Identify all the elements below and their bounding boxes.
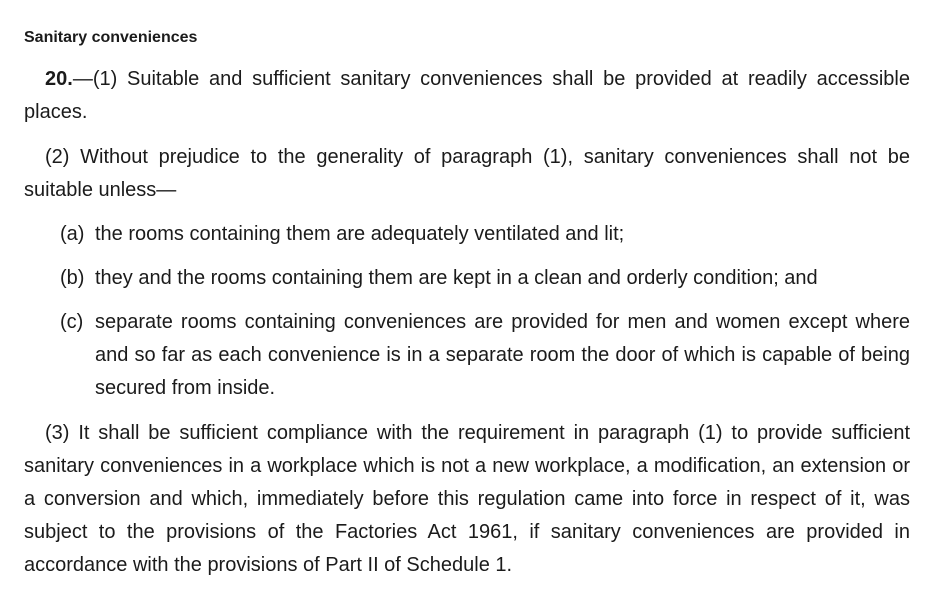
paragraph-2 — [24, 141, 910, 207]
list-item-text: they and the rooms containing them are kept in a clean and orderly condition; and — [95, 267, 818, 289]
list-item-label: (c) — [60, 311, 84, 333]
paragraph-2-text: (2) Without prejudice to the generality of paragraph (1), sanitary conveniences shall not be suitable unless— — [24, 146, 910, 201]
paragraph-1 — [24, 63, 910, 129]
list-item-b — [60, 262, 910, 295]
list-item-a — [60, 218, 910, 251]
regulation-number: 20. — [45, 68, 73, 90]
list-item-label: (b) — [60, 267, 85, 289]
paragraph-3-text: (3) It shall be sufficient compliance with the requirement in paragraph (1) to provide sufficient sanitary conveniences in a workplace which is not a new workplace, a modification, an extension or a conversion and which, immediately before this regulation came into force in respect of it, was subject to the provisions of the Factories Act 1961, if sanitary conveniences are provided in accordance with the provisions of Part II of Schedule 1. — [24, 422, 910, 576]
section-heading: Sanitary conveniences — [24, 29, 198, 46]
list-item-text: separate rooms containing conveniences are provided for men and women except where and so far as each convenience is in a separate room the door of which is capable of being secured from inside. — [95, 311, 910, 399]
list-item-label: (a) — [60, 223, 85, 245]
list-item-c — [60, 306, 910, 405]
list-item-text: the rooms containing them are adequately ventilated and lit; — [95, 223, 625, 245]
paragraph-3 — [24, 417, 910, 582]
paragraph-1-text: —(1) Suitable and sufficient sanitary conveniences shall be provided at readily accessible places. — [24, 68, 910, 123]
